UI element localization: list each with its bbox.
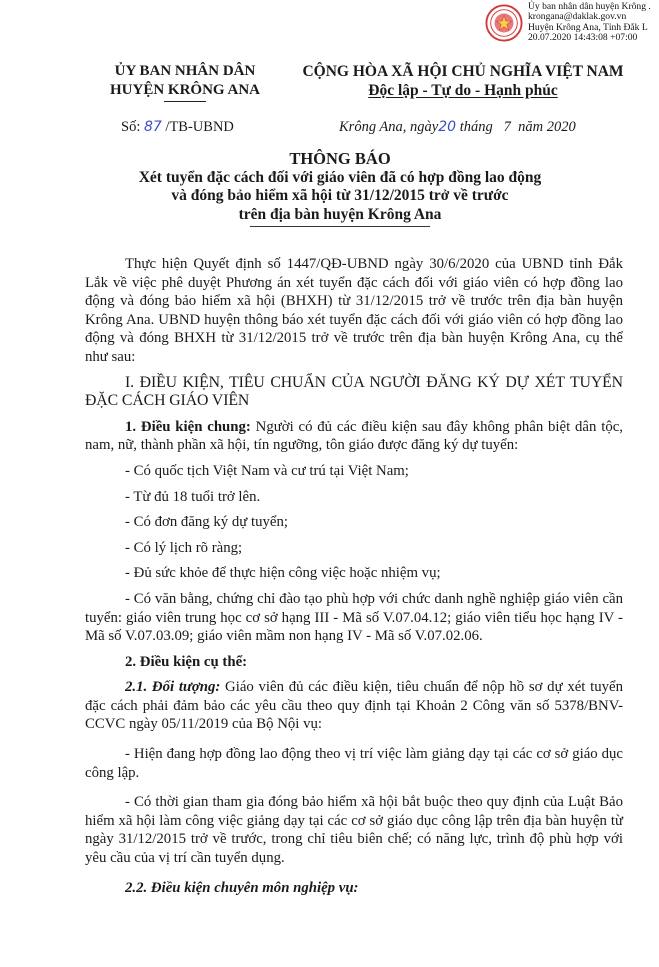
document-body [85, 255, 623, 897]
title-underline [250, 226, 430, 227]
condition-item: - Từ đủ 18 tuổi trở lên. [125, 488, 261, 505]
seal-icon [485, 4, 523, 42]
signature-timestamp: 20.07.2020 14:43:08 +07:00 [528, 32, 638, 44]
professional-conditions-heading: 2.2. Điều kiện chuyên môn nghiệp vụ: [125, 879, 359, 896]
number-prefix: Số: [121, 119, 141, 135]
document-number [121, 119, 234, 136]
subject-label: 2.1. Đối tượng: [125, 679, 221, 696]
specific-conditions-heading: 2. Điều kiện cụ thể: [125, 653, 248, 670]
section-heading-1: I. ĐIỀU KIỆN, TIÊU CHUẨN CỦA NGƯỜI ĐĂNG KÝ DỰ XÉT TUYỂN ĐẶC CÁCH GIÁO VIÊN [85, 373, 623, 410]
authority-line-2: HUYỆN KRÔNG ANA [109, 82, 260, 98]
national-motto: Độc lập - Tự do - Hạnh phúc [368, 82, 558, 99]
general-conditions [85, 418, 623, 455]
title-line-1: Xét tuyển đặc cách đối với giáo viên đã có hợp đồng lao động [138, 168, 542, 186]
general-conditions-text: Người có đủ các điều kiện sau đây không phân biệt dân tộc, nam, nữ, thành phần xã hội, tín ngưỡng, tôn giáo được đăng ký dự tuyển: [85, 418, 623, 454]
signature-location: Huyện Krông Ana, Tỉnh Đắk L [528, 21, 648, 33]
title-heading: THÔNG BÁO [289, 149, 391, 168]
title-line-2: và đóng bảo hiểm xã hội từ 31/12/2015 trở về trước [171, 187, 509, 204]
month-label: tháng [459, 119, 493, 135]
number-suffix: /TB-UBND [165, 119, 234, 135]
handwritten-number: 87 [143, 119, 162, 135]
signature-org: Ủy ban nhân dân huyện Krông . [528, 1, 651, 12]
subject-item: - Có thời gian tham gia đóng bảo hiểm xã hội bắt buộc theo quy định của Luật Bảo hiểm xã hội làm công việc giảng dạy tại các cơ sở giáo dục công lập trên địa bàn huyện từ ngày 31/12/2015 trở về trước, trong chỉ tiêu biên chế; có năng lực, trình độ phù hợp với yêu cầu của vị trí cần tuyển dụng. [85, 794, 623, 867]
title-line-3: trên địa bàn huyện Krông Ana [238, 205, 442, 223]
handwritten-day: 20 [438, 119, 457, 135]
national-title [283, 62, 643, 100]
subject-item: - Hiện đang hợp đồng lao động theo vị trí việc làm giảng dạy tại các cơ sở giáo dục công lập. [85, 746, 623, 781]
condition-item: - Có đơn đăng ký dự tuyển; [125, 514, 288, 531]
signature-email: krongana@daklak.gov.vn [528, 11, 627, 23]
subject-text: Giáo viên đủ các điều kiện, tiêu chuẩn để nộp hồ sơ dự xét tuyển đặc cách phải đảm bảo các yêu cầu theo quy định tại Khoản 2 Công văn số 5378/BNV-CCVC ngày 05/11/2019 của Bộ Nội vụ: [85, 679, 623, 733]
digital-signature [485, 2, 659, 48]
condition-item: - Đủ sức khỏe để thực hiện công việc hoặc nhiệm vụ; [125, 565, 441, 582]
degree-requirement: - Có văn bằng, chứng chỉ đào tạo phù hợp với chức danh nghề nghiệp giáo viên cần tuyển: giáo viên trung học cơ sở hạng III - Mã số V.07.04.12; giáo viên tiểu học hạng IV - Mã số V.07.03.09; giáo viên mầm non hạng IV - Mã số V.07.02.06. [85, 590, 623, 645]
condition-item: - Có lý lịch rõ ràng; [125, 539, 243, 556]
condition-item: - Có quốc tịch Việt Nam và cư trú tại Việt Nam; [125, 462, 409, 479]
authority-line-1: ỦY BAN NHÂN DÂN [114, 63, 256, 79]
date-prefix: Krông Ana, ngày [339, 119, 439, 135]
issuing-authority [95, 62, 275, 102]
intro-paragraph: Thực hiện Quyết định số 1447/QĐ-UBND ngày 30/6/2020 của UBND tỉnh Đắk Lắk về việc phê duyệt Phương án xét tuyển đặc cách đối với giáo viên có hợp đồng lao động và đóng bảo hiểm xã hội (BHXH) từ 31/12/2015 trở về trước trên địa bàn huyện Krông Ana. UBND huyện thông báo xét tuyển đặc cách đối với giáo viên có hợp đồng lao động và đóng BHXH từ 31/12/2015 trở về trước trên địa bàn huyện Krông Ana, cụ thể như sau: [85, 256, 623, 365]
date-year: năm 2020 [518, 119, 576, 135]
subject-paragraph [85, 678, 623, 734]
authority-underline [164, 101, 206, 102]
date-month: 7 [503, 119, 511, 135]
signature-details [528, 2, 651, 44]
document-title [110, 150, 570, 227]
general-conditions-label: 1. Điều kiện chung: [125, 418, 251, 435]
nation-name: CỘNG HÒA XÃ HỘI CHỦ NGHĨA VIỆT NAM [302, 63, 624, 80]
document-date [339, 119, 576, 136]
